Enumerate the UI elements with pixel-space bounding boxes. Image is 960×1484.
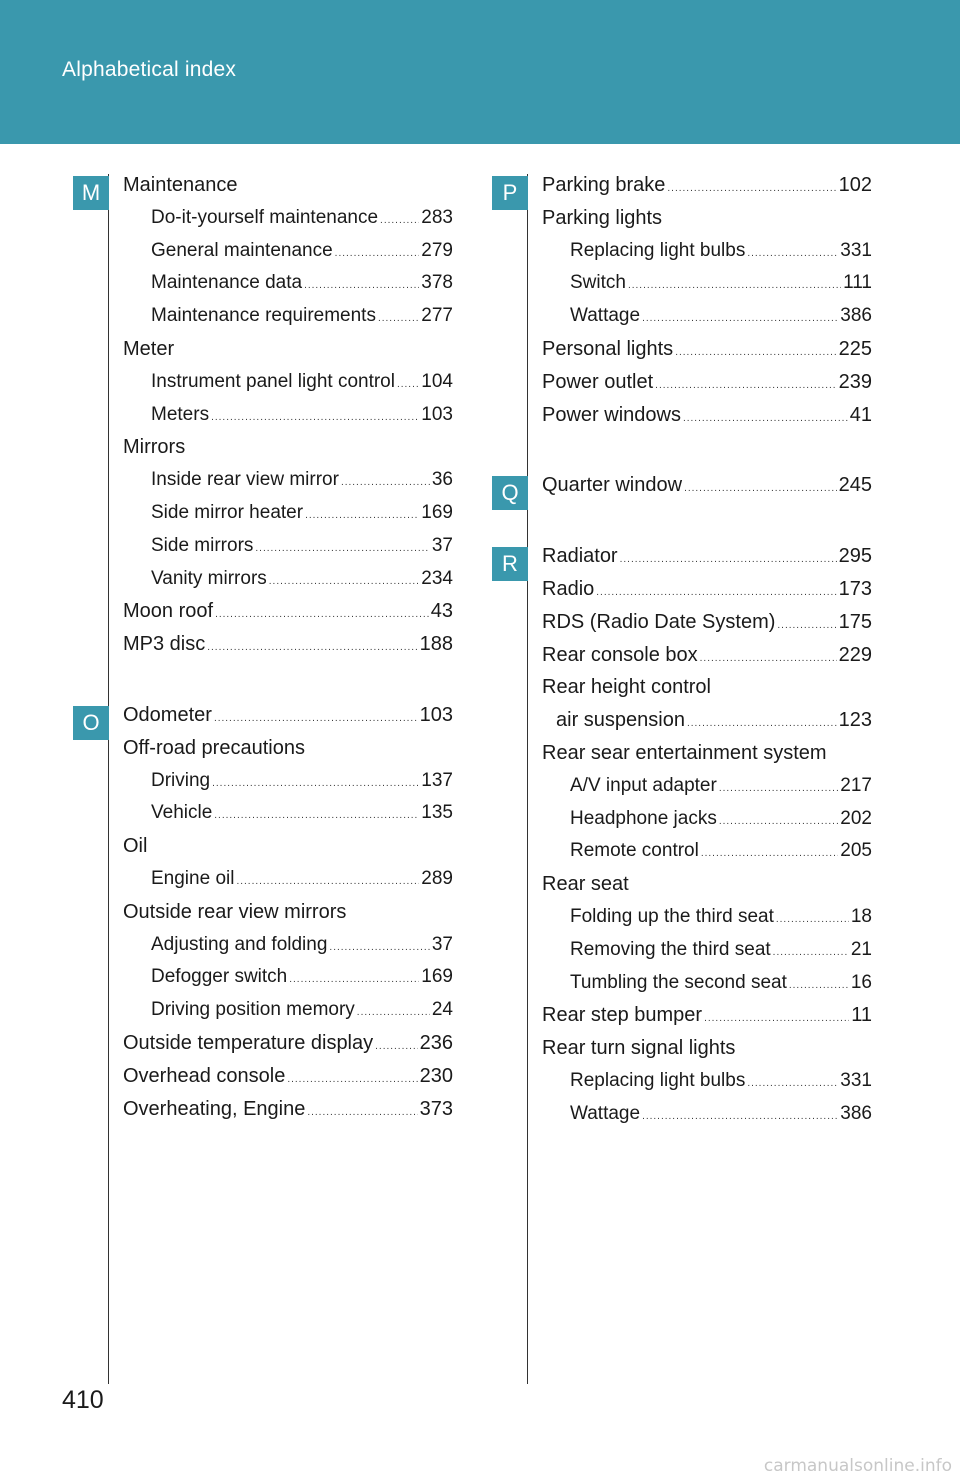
- entry-term: Defogger switch: [151, 966, 288, 988]
- entry-page-number: 225: [838, 337, 872, 360]
- index-entry: [542, 775, 872, 808]
- entry-page-number: 24: [431, 999, 453, 1021]
- entry-term: Overhead console: [123, 1064, 286, 1087]
- index-entry: [123, 502, 453, 535]
- dot-leader: [380, 215, 419, 226]
- index-entry: [542, 906, 872, 939]
- dot-leader: [214, 810, 419, 821]
- entry-list: [542, 174, 872, 436]
- index-entry: [123, 1032, 453, 1065]
- entry-page-number: 16: [850, 971, 872, 993]
- dot-leader: [628, 280, 841, 291]
- entry-page-number: 386: [840, 1102, 872, 1124]
- entry-term: Side mirrors: [151, 534, 254, 556]
- index-entry: [542, 644, 872, 677]
- dot-leader: [773, 947, 849, 958]
- entry-page-number: 331: [840, 1069, 872, 1091]
- page-number: 410: [62, 1386, 104, 1414]
- index-entry: [123, 600, 453, 633]
- entry-term: Personal lights: [542, 337, 674, 360]
- entry-term: Wattage: [570, 1102, 641, 1124]
- dot-leader: [642, 313, 838, 324]
- index-entry: [542, 808, 872, 841]
- entry-list: [542, 545, 872, 1135]
- entry-term: Rear sear entertainment system: [542, 741, 827, 764]
- entry-term: Maintenance requirements: [151, 305, 376, 327]
- entry-term: Wattage: [570, 305, 641, 327]
- index-entry: [123, 207, 453, 240]
- entry-page-number: 18: [850, 905, 872, 927]
- entry-term: Rear height control: [542, 676, 711, 699]
- index-entry: [123, 901, 453, 934]
- entry-term: Moon roof: [123, 600, 214, 623]
- entry-term: Mirrors: [123, 436, 186, 459]
- entry-term: Replacing light bulbs: [570, 239, 746, 261]
- dot-leader: [269, 576, 420, 587]
- entry-page-number: 103: [419, 703, 453, 726]
- index-entry: [123, 737, 453, 770]
- dot-leader: [667, 183, 836, 194]
- entry-term: Meters: [151, 403, 210, 425]
- index-entry: [123, 535, 453, 568]
- entry-term: Overheating, Engine: [123, 1097, 306, 1120]
- entry-page-number: 217: [840, 774, 872, 796]
- index-entry: [542, 240, 872, 273]
- dot-leader: [378, 313, 419, 324]
- entry-page-number: 205: [840, 840, 872, 862]
- entry-term: Power windows: [542, 403, 681, 426]
- entry-page-number: 41: [849, 403, 872, 426]
- entry-page-number: 277: [421, 305, 453, 327]
- index-entry: [542, 272, 872, 305]
- entry-term: Driving position memory: [151, 999, 355, 1021]
- left-index-column: [73, 174, 453, 1130]
- dot-leader: [329, 942, 429, 953]
- dot-leader: [719, 783, 838, 794]
- entry-term: Odometer: [123, 703, 212, 726]
- entry-term: Tumbling the second seat: [570, 971, 787, 993]
- entry-term: Rear turn signal lights: [542, 1037, 736, 1060]
- entry-page-number: 169: [421, 501, 453, 523]
- index-entry: [123, 469, 453, 502]
- index-entry: [542, 1004, 872, 1037]
- entry-page-number: 188: [419, 633, 453, 656]
- index-entry: [542, 404, 872, 437]
- dot-leader: [704, 1013, 849, 1024]
- index-entry: [542, 207, 872, 240]
- dot-leader: [701, 848, 838, 859]
- entry-list: [123, 704, 453, 1130]
- index-entry: [123, 404, 453, 437]
- letter-tab: Q: [492, 476, 528, 510]
- entry-page-number: 245: [838, 474, 872, 497]
- index-entry: [542, 545, 872, 578]
- dot-leader: [341, 477, 430, 488]
- dot-leader: [700, 653, 837, 664]
- entry-term: Vehicle: [151, 802, 213, 824]
- dot-leader: [289, 974, 419, 985]
- entry-term: air suspension: [556, 709, 685, 732]
- dot-leader: [687, 718, 837, 729]
- index-entry: [542, 611, 872, 644]
- index-entry: [542, 873, 872, 906]
- dot-leader: [684, 483, 837, 494]
- entry-term: Remote control: [570, 840, 699, 862]
- dot-leader: [777, 620, 836, 631]
- entry-term: Maintenance: [123, 174, 238, 196]
- entry-term: Rear console box: [542, 643, 698, 666]
- section-gap: [492, 436, 872, 474]
- index-entry: [123, 999, 453, 1032]
- entry-term: Engine oil: [151, 867, 235, 889]
- entry-page-number: 169: [421, 966, 453, 988]
- entry-term: Power outlet: [542, 370, 654, 393]
- index-entry: [123, 568, 453, 601]
- index-entry: [542, 1037, 872, 1070]
- entry-term: Removing the third seat: [570, 938, 771, 960]
- index-entry: [542, 1103, 872, 1136]
- entry-term: Outside rear view mirrors: [123, 900, 347, 923]
- entry-page-number: 239: [838, 370, 872, 393]
- index-entry: [542, 939, 872, 972]
- entry-term: Driving: [151, 769, 211, 791]
- entry-page-number: 36: [431, 469, 453, 491]
- entry-term: MP3 disc: [123, 633, 206, 656]
- entry-page-number: 11: [851, 1004, 872, 1027]
- index-entry: [123, 272, 453, 305]
- index-entry: [542, 371, 872, 404]
- index-entry: [542, 174, 872, 207]
- letter-tab: M: [73, 176, 109, 210]
- entry-term: A/V input adapter: [570, 774, 717, 796]
- entry-page-number: 43: [430, 600, 453, 623]
- index-entry: [123, 704, 453, 737]
- dot-leader: [675, 347, 836, 358]
- index-entry: [542, 305, 872, 338]
- dot-leader: [214, 713, 418, 724]
- dot-leader: [211, 412, 419, 423]
- entry-term: Do-it-yourself maintenance: [151, 206, 379, 228]
- dot-leader: [207, 642, 417, 653]
- index-entry: [542, 972, 872, 1005]
- entry-term: Instrument panel light control: [151, 370, 395, 392]
- letter-tab: O: [73, 706, 109, 740]
- entry-term: Switch: [570, 272, 626, 294]
- section-gap: [492, 507, 872, 545]
- dot-leader: [776, 914, 849, 925]
- dot-leader: [357, 1007, 430, 1018]
- page-header: [0, 0, 960, 144]
- section-gap: [73, 666, 453, 704]
- index-entry: [123, 868, 453, 901]
- entry-page-number: 37: [431, 933, 453, 955]
- entry-page-number: 236: [419, 1031, 453, 1054]
- entry-page-number: 295: [838, 545, 872, 568]
- entry-term: Inside rear view mirror: [151, 469, 339, 491]
- index-entry: [542, 474, 872, 507]
- entry-term: Meter: [123, 337, 175, 360]
- letter-tab: P: [492, 176, 528, 210]
- dot-leader: [304, 280, 419, 291]
- dot-leader: [620, 554, 837, 565]
- dot-leader: [747, 248, 838, 259]
- entry-page-number: 386: [840, 305, 872, 327]
- entry-page-number: 202: [840, 807, 872, 829]
- index-entry: [123, 371, 453, 404]
- index-entry: [123, 934, 453, 967]
- index-entry: [123, 240, 453, 273]
- entry-page-number: 21: [850, 938, 872, 960]
- index-entry: [542, 578, 872, 611]
- dot-leader: [305, 510, 419, 521]
- dot-leader: [215, 609, 429, 620]
- entry-page-number: 331: [840, 239, 872, 261]
- index-entry: [123, 305, 453, 338]
- entry-page-number: 230: [419, 1064, 453, 1087]
- entry-page-number: 283: [421, 206, 453, 228]
- watermark: carmanualsonline.info: [763, 1456, 952, 1476]
- index-entry: [123, 770, 453, 803]
- entry-page-number: 104: [421, 370, 453, 392]
- dot-leader: [335, 248, 420, 259]
- entry-term: Vanity mirrors: [151, 567, 267, 589]
- entry-list: [542, 474, 872, 507]
- entry-term: Outside temperature display: [123, 1031, 374, 1054]
- index-entry: [542, 676, 872, 709]
- index-entry: [542, 338, 872, 371]
- index-entry: [123, 436, 453, 469]
- entry-page-number: 173: [838, 577, 872, 600]
- entry-page-number: 279: [421, 239, 453, 261]
- entry-term: Rear seat: [542, 873, 629, 896]
- header-title: Alphabetical index: [62, 58, 237, 81]
- dot-leader: [307, 1107, 417, 1118]
- index-entry: [123, 338, 453, 371]
- entry-term: Off-road precautions: [123, 736, 305, 759]
- entry-list: [123, 174, 453, 666]
- dot-leader: [236, 876, 419, 887]
- entry-term: General maintenance: [151, 239, 333, 261]
- index-section-q: [492, 474, 872, 507]
- dot-leader: [375, 1041, 417, 1052]
- entry-term: Radio: [542, 577, 595, 600]
- dot-leader: [655, 380, 836, 391]
- dot-leader: [287, 1074, 417, 1085]
- dot-leader: [397, 379, 419, 390]
- index-section-o: [73, 704, 453, 1130]
- entry-term: Adjusting and folding: [151, 933, 328, 955]
- dot-leader: [683, 413, 848, 424]
- entry-term: Quarter window: [542, 474, 683, 497]
- index-entry: [123, 835, 453, 868]
- dot-leader: [212, 778, 419, 789]
- index-entry: [123, 1065, 453, 1098]
- index-entry: [542, 709, 872, 742]
- entry-term: RDS (Radio Date System): [542, 610, 776, 633]
- index-entry: [123, 1098, 453, 1131]
- entry-page-number: 102: [838, 174, 872, 196]
- index-entry: [123, 966, 453, 999]
- entry-page-number: 378: [421, 272, 453, 294]
- entry-page-number: 289: [421, 867, 453, 889]
- index-entry: [123, 802, 453, 835]
- entry-term: Headphone jacks: [570, 807, 717, 829]
- entry-term: Parking lights: [542, 206, 663, 229]
- dot-leader: [255, 543, 429, 554]
- entry-term: Maintenance data: [151, 272, 303, 294]
- entry-page-number: 175: [838, 610, 872, 633]
- index-entry: [123, 633, 453, 666]
- entry-page-number: 103: [421, 403, 453, 425]
- entry-page-number: 123: [838, 709, 872, 732]
- index-entry: [542, 742, 872, 775]
- dot-leader: [747, 1078, 838, 1089]
- letter-tab: R: [492, 547, 528, 581]
- entry-term: Oil: [123, 835, 148, 858]
- dot-leader: [642, 1111, 838, 1122]
- entry-term: Folding up the third seat: [570, 905, 774, 927]
- entry-page-number: 37: [431, 534, 453, 556]
- index-section-p: [492, 174, 872, 436]
- right-index-column: [492, 174, 872, 1136]
- entry-term: Side mirror heater: [151, 501, 304, 523]
- entry-page-number: 135: [421, 802, 453, 824]
- index-section-m: [73, 174, 453, 666]
- entry-page-number: 111: [843, 272, 872, 294]
- entry-term: Parking brake: [542, 174, 666, 196]
- dot-leader: [719, 816, 838, 827]
- dot-leader: [789, 980, 849, 991]
- index-section-r: [492, 545, 872, 1135]
- entry-page-number: 229: [838, 643, 872, 666]
- entry-term: Radiator: [542, 545, 618, 568]
- entry-term: Rear step bumper: [542, 1004, 703, 1027]
- index-entry: [123, 174, 453, 207]
- entry-page-number: 373: [419, 1097, 453, 1120]
- dot-leader: [596, 587, 836, 598]
- entry-page-number: 137: [421, 769, 453, 791]
- entry-page-number: 234: [421, 567, 453, 589]
- entry-term: Replacing light bulbs: [570, 1069, 746, 1091]
- index-entry: [542, 1070, 872, 1103]
- index-entry: [542, 840, 872, 873]
